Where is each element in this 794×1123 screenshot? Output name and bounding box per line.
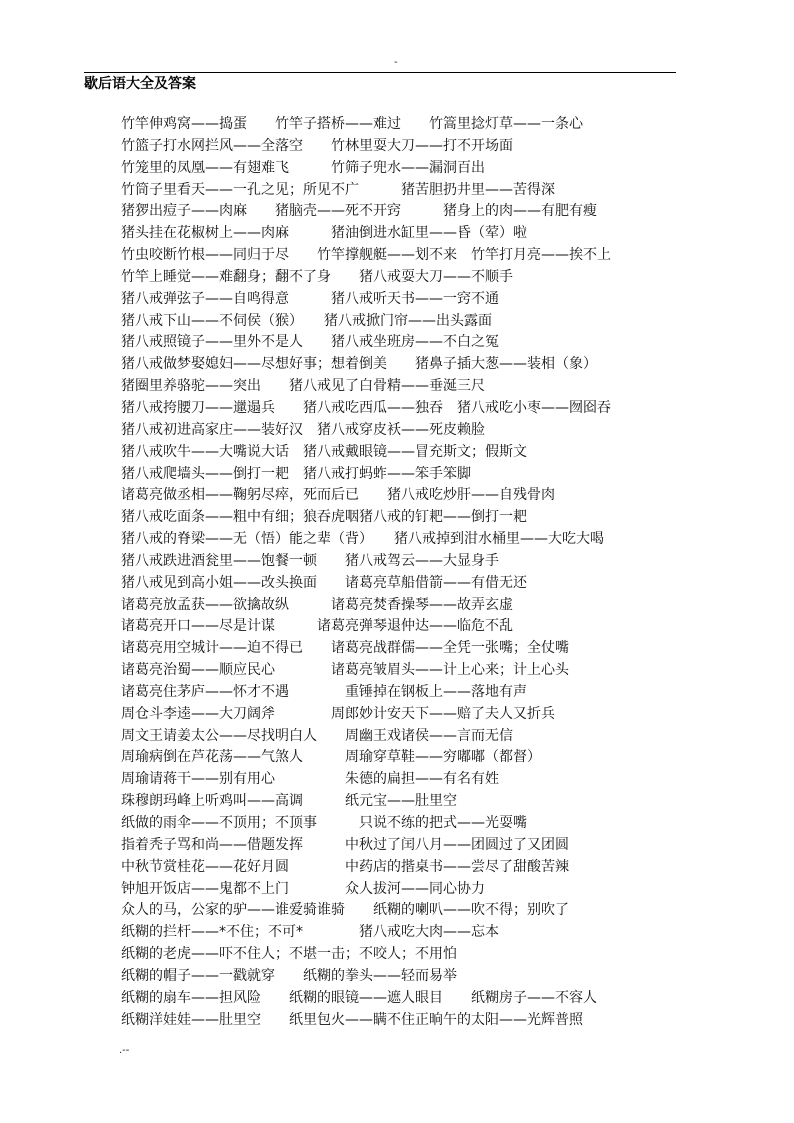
proverb-line: 竹笼里的凤凰——有翅难飞 竹筛子兜水——漏洞百出 — [121, 159, 485, 176]
document-title: 歇后语大全及答案 — [84, 76, 196, 92]
proverb-line: 周文王请姜太公——尽找明白人 周幽王戏诸侯——言而无信 — [121, 727, 513, 744]
proverb-line: 纸糊的帽子——一戳就穿 纸糊的拳头——轻而易举 — [121, 967, 457, 984]
proverb-list — [121, 114, 681, 1031]
header-rule — [84, 72, 676, 73]
proverb-line: 猪猡出痘子——肉麻 猪脑壳——死不开窍 猪身上的肉——有肥有瘦 — [121, 203, 597, 220]
proverb-line: 众人的马，公家的驴——谁爱骑谁骑 纸糊的喇叭——吹不得；别吹了 — [121, 902, 569, 919]
proverb-line: 猪八戒爬墙头——倒打一耙 猪八戒打蚂蚱——笨手笨脚 — [121, 465, 471, 482]
proverb-line: 竹竿伸鸡窝——捣蛋 竹竿子搭桥——难过 竹篙里捻灯草——一条心 — [121, 116, 583, 132]
proverb-line: 指着秃子骂和尚——借题发挥 中秋过了闰八月——团圆过了又团圆 — [121, 836, 569, 853]
proverb-line: 珠穆朗玛峰上听鸡叫——高调 纸元宝——肚里空 — [121, 793, 457, 810]
proverb-line: 猪八戒吃面条——粗中有细；狼吞虎咽猪八戒的钉耙——倒打一耙 — [121, 509, 527, 526]
proverb-line: 猪八戒初进高家庄——装好汉 猪八戒穿皮袄——死皮赖脸 — [121, 421, 485, 438]
proverb-line: 猪八戒做梦娶媳妇——尽想好事；想着倒美 猪鼻子插大葱——装相（象） — [121, 356, 597, 373]
proverb-line: 猪八戒下山——不伺侯（猴） 猪八戒掀门帘——出头露面 — [121, 312, 492, 329]
proverb-line: 纸糊的拦杆——*不住；不可* 猪八戒吃大肉——忘本 — [121, 924, 499, 941]
proverb-line: 中秋节赏桂花——花好月圆 中药店的揩桌书——尝尽了甜酸苦辣 — [121, 858, 569, 875]
proverb-line: 竹篮子打水网拦风——全落空 竹林里耍大刀——打不开场面 — [121, 137, 513, 154]
proverb-line: 诸葛亮放孟获——欲擒故纵 诸葛亮焚香操琴——故弄玄虚 — [121, 596, 513, 613]
proverb-line: 猪八戒吹牛——大嘴说大话 猪八戒戴眼镜——冒充斯文；假斯文 — [121, 443, 527, 460]
proverb-line: 诸葛亮用空城计——迫不得已 诸葛亮战群儒——全凭一张嘴；全仗嘴 — [121, 640, 569, 657]
proverb-line: 纸做的雨伞——不顶用；不顶事 只说不练的把式——光耍嘴 — [121, 815, 527, 831]
proverb-line: 猪圈里养骆驼——突出 猪八戒见了白骨精——垂涎三尺 — [121, 378, 485, 395]
proverb-line: 诸葛亮治蜀——顺应民心 诸葛亮皱眉头——计上心来；计上心头 — [121, 662, 569, 679]
proverb-line: 纸糊洋娃娃——肚里空 纸里包火——瞒不住正晌午的太阳——光辉普照 — [121, 1011, 583, 1028]
proverb-line: 周瑜请蒋干——别有用心 朱德的扁担——有名有姓 — [121, 771, 499, 788]
proverb-line: 竹筒子里看天——一孔之见；所见不广 猪苦胆扔井里——苦得深 — [121, 181, 555, 198]
proverb-line: 诸葛亮住茅庐——怀才不遇 重锤掉在钢板上——落地有声 — [121, 683, 527, 700]
proverb-line: 猪八戒挎腰刀——邋遢兵 猪八戒吃西瓜——独吞 猪八戒吃小枣——囫囵吞 — [121, 399, 611, 416]
proverb-line: 猪头挂在花椒树上——肉麻 猪油倒进水缸里——昏（荤）啦 — [121, 225, 527, 242]
proverb-line: 猪八戒的脊梁——无（悟）能之辈（背） 猪八戒掉到泔水桶里——大吃大喝 — [121, 531, 604, 548]
footer-mark: .-- — [119, 1045, 130, 1056]
header-mark: - — [394, 57, 398, 68]
proverb-line: 猪八戒见到高小姐——改头换面 诸葛亮草船借箭——有借无还 — [121, 574, 527, 591]
proverb-line: 诸葛亮开口——尽是计谋 诸葛亮弹琴退仲达——临危不乱 — [121, 618, 513, 635]
proverb-line: 猪八戒弹弦子——自鸣得意 猪八戒听天书——一窍不通 — [121, 290, 499, 307]
proverb-line: 猪八戒跌进酒瓮里——饱餐一顿 猪八戒驾云——大显身手 — [121, 552, 499, 569]
proverb-line: 周瑜病倒在芦花荡——气煞人 周瑜穿草鞋——穷嘟嘟（都督） — [121, 749, 541, 766]
proverb-line: 周仓斗李逵——大刀阔斧 周郎妙计安天下——赔了夫人又折兵 — [121, 705, 555, 722]
proverb-line: 钟旭开饭店——鬼都不上门 众人拔河——同心协力 — [121, 880, 485, 897]
proverb-line: 诸葛亮做丞相——鞠躬尽瘁，死而后已 猪八戒吃炒肝——自残骨肉 — [121, 487, 555, 504]
proverb-line: 猪八戒照镜子——里外不是人 猪八戒坐班房——不白之冤 — [121, 334, 499, 351]
proverb-line: 纸糊的扇车——担风险 纸糊的眼镜——遮人眼目 纸糊房子——不容人 — [121, 989, 597, 1006]
proverb-line: 竹虫咬断竹根——同归于尽 竹竿撑舰艇——划不来 竹竿打月亮——挨不上 — [121, 247, 611, 264]
proverb-line: 纸糊的老虎——吓不住人；不堪一击；不咬人；不用怕 — [121, 946, 457, 963]
proverb-line: 竹竿上睡觉——难翻身；翻不了身 猪八戒耍大刀——不顺手 — [121, 268, 513, 285]
